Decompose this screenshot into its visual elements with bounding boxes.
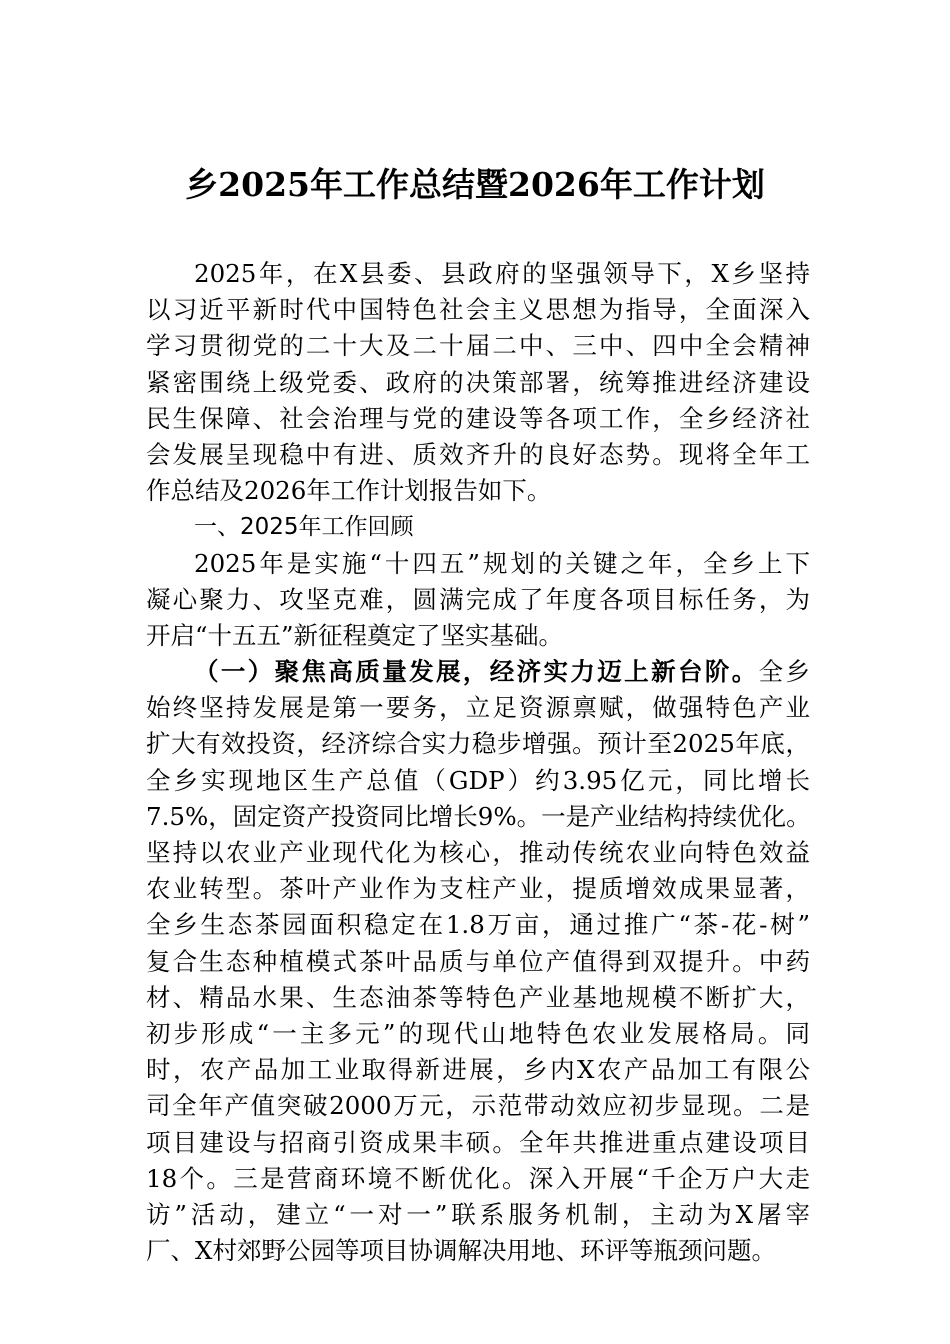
paragraph-line: 紧密围绕上级党委、政府的决策部署，统筹推进经济建设 (146, 367, 810, 397)
paragraph-line: 2025年，在X县委、县政府的坚强领导下，X乡坚持 (194, 259, 810, 288)
paragraph-line: 以习近平新时代中国特色社会主义思想为指导，全面深入 (146, 295, 810, 325)
paragraph-line: 复合生态种植模式茶叶品质与单位产值得到双提升。中药 (146, 946, 810, 976)
paragraph-line: 作总结及2026年工作计划报告如下。 (146, 476, 552, 506)
paragraph-line: 初步形成“一主多元”的现代山地特色农业发展格局。同 (146, 1018, 810, 1048)
paragraph-line: 开启“十五五”新征程奠定了坚实基础。 (146, 620, 564, 650)
subsection-paragraph (146, 654, 810, 1269)
paragraph-text: 全乡 (758, 657, 811, 687)
paragraph-line: 18个。三是营商环境不断优化。深入开展“千企万户大走 (146, 1163, 810, 1193)
paragraph-line (146, 654, 810, 690)
paragraph-line: 访”活动，建立“一对一”联系服务机制，主动为X屠宰 (146, 1199, 810, 1229)
paragraph-line: 项目建设与招商引资成果丰硕。全年共推进重点建设项目 (146, 1127, 810, 1157)
section-heading: 一、2025年工作回顾 (194, 514, 414, 541)
paragraph-line: 民生保障、社会治理与党的建设等各项工作，全乡经济社 (146, 403, 810, 433)
paragraph-line: 坚持以农业产业现代化为核心，推动传统农业向特色效益 (146, 838, 810, 867)
paragraph-line: 农业转型。茶叶产业作为支柱产业，提质增效成果显著， (146, 874, 810, 904)
paragraph-line: 始终坚持发展是第一要务，立足资源禀赋，做强特色产业 (146, 693, 810, 723)
paragraph-line: 全乡实现地区生产总值（GDP）约3.95亿元，同比增长 (146, 765, 810, 795)
paragraph-line: 司全年产值突破2000万元，示范带动效应初步显现。二是 (146, 1091, 810, 1121)
paragraph-line: 会发展呈现稳中有进、质效齐升的良好态势。现将全年工 (146, 439, 810, 469)
paragraph-line: 材、精品水果、生态油茶等特色产业基地规模不断扩大， (146, 982, 810, 1012)
paragraph-line: 学习贯彻党的二十大及二十届二中、三中、四中全会精神 (146, 331, 810, 361)
paragraph-line: 7.5%，固定资产投资同比增长9%。一是产业结构持续优化。 (146, 801, 811, 831)
paragraph-line: 时，农产品加工业取得新进展，乡内X农产品加工有限公 (146, 1055, 810, 1085)
paragraph-line: 扩大有效投资，经济综合实力稳步增强。预计至2025年底， (146, 729, 810, 759)
document-body (146, 256, 810, 1269)
intro-paragraph (146, 256, 810, 509)
paragraph-line: 2025年是实施“十四五”规划的关键之年，全乡上下 (194, 548, 810, 578)
subsection-heading: （一）聚焦高质量发展，经济实力迈上新台阶。 (194, 657, 759, 687)
document-title: 乡2025年工作总结暨2026年工作计划 (185, 165, 765, 204)
paragraph-line: 全乡生态茶园面积稳定在1.8万亩，通过推广“茶-花-树” (146, 910, 810, 940)
paragraph-line: 厂、X村郊野公园等项目协调解决用地、环评等瓶颈问题。 (146, 1236, 776, 1266)
paragraph-line: 凝心聚力、攻坚克难，圆满完成了年度各项目标任务，为 (146, 584, 810, 614)
section-intro-paragraph (146, 546, 810, 655)
